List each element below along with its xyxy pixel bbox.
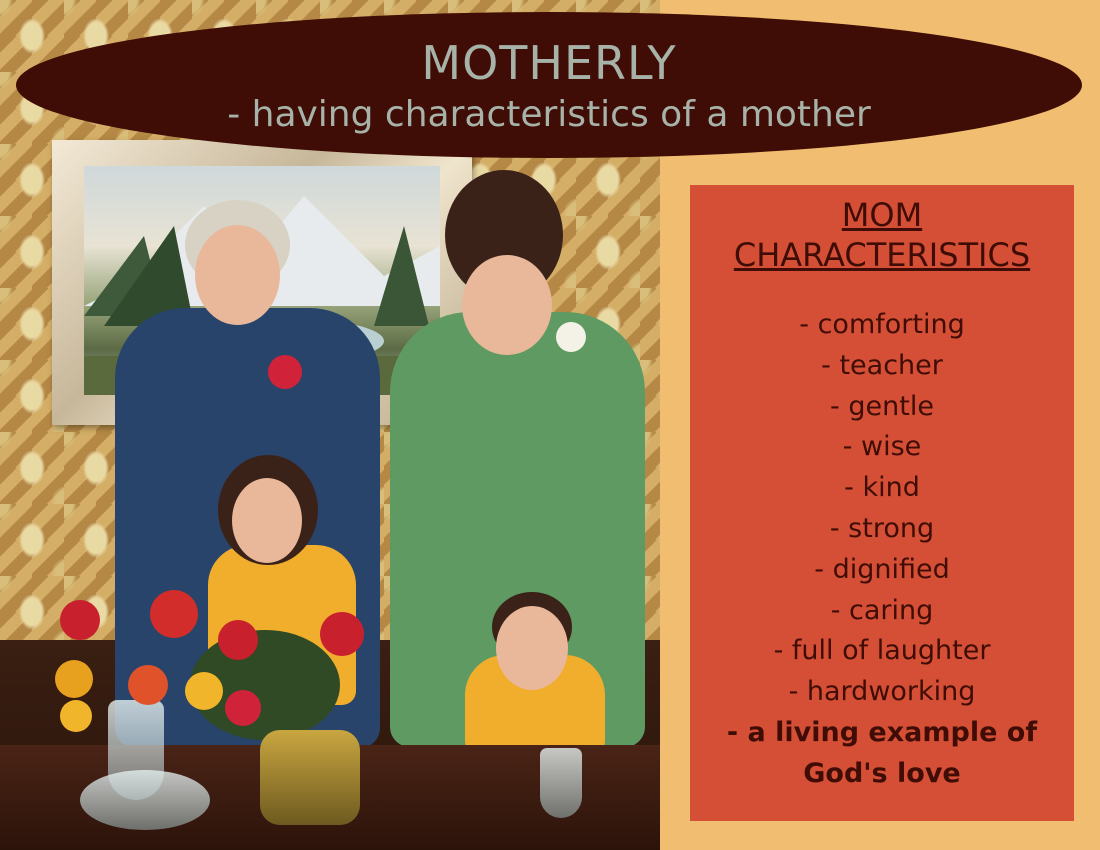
list-item: - kind: [844, 472, 920, 504]
list-item: - dignified: [814, 553, 950, 585]
list-item: - strong: [829, 512, 935, 544]
page-title: MOTHERLY: [421, 36, 677, 90]
list-item: - gentle: [830, 390, 934, 422]
characteristics-list: [690, 305, 1074, 795]
list-item: - teacher: [821, 349, 943, 381]
list-item: - hardworking: [788, 676, 976, 708]
list-item: - caring: [830, 594, 934, 626]
flower-orange: [128, 665, 168, 705]
characteristics-heading: [690, 195, 1074, 275]
glass-candle-holder: [540, 748, 582, 818]
list-item: - full of laughter: [773, 635, 991, 667]
flower-red: [218, 620, 258, 660]
flower-yellow: [60, 700, 92, 732]
flower-red: [60, 600, 100, 640]
flower-red: [150, 590, 198, 638]
flower-red: [225, 690, 261, 726]
flower-red: [320, 612, 364, 656]
characteristics-box: [690, 185, 1074, 821]
title-definition: - having characteristics of a mother: [227, 94, 871, 135]
flower-pot: [260, 730, 360, 825]
glass-bowl: [80, 770, 210, 830]
toddler-face: [496, 606, 568, 690]
list-item: - comforting: [799, 309, 965, 340]
list-item-emphasis: - a living example of God's love: [726, 716, 1038, 789]
heading-line-2: CHARACTERISTICS: [733, 236, 1031, 274]
list-item: - wise: [842, 431, 922, 463]
grandmother-face: [195, 225, 280, 325]
corsage-red: [268, 355, 302, 389]
flower-yellow: [185, 672, 223, 710]
title-banner: [16, 12, 1082, 158]
flower-yellow: [55, 660, 93, 698]
corsage-white: [556, 322, 586, 352]
older-girl-face: [232, 478, 302, 563]
mother-face: [462, 255, 552, 355]
heading-line-1: MOM: [841, 196, 923, 234]
